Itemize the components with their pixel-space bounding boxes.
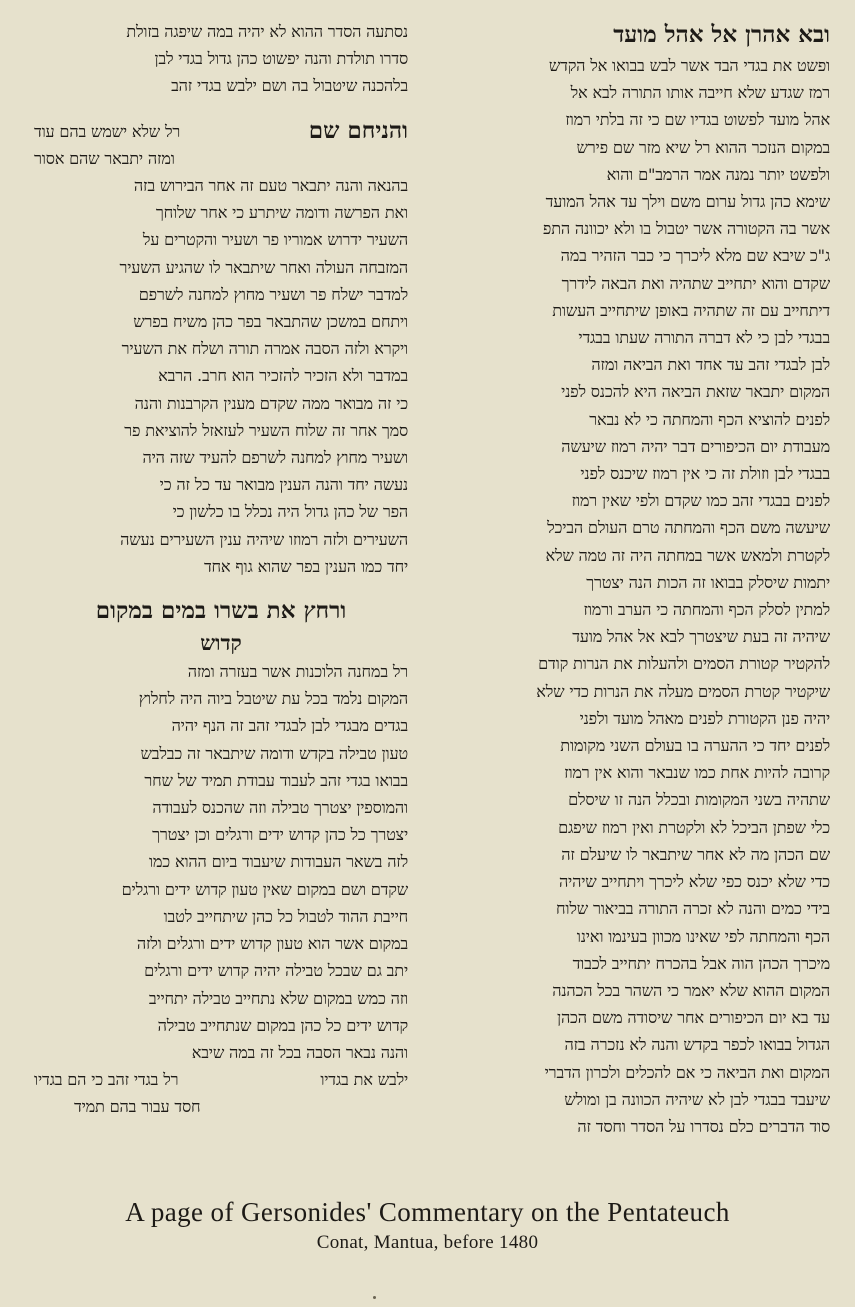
right-line: ופשט את בגדי הבד אשר לבש בבואו אל הקדש (548, 56, 830, 75)
right-line: שיעבד בבגדי לבן לא שיהיה הכוונה בן ומולש (564, 1089, 830, 1109)
right-line: רמז שגדע שלא חייבה אותו התורה לבא אל (570, 83, 830, 103)
right-line: לפנים בבגדי זהב כמו שקדם ולפי שאין רמוז (571, 491, 830, 511)
section-gap (34, 580, 408, 594)
right-line: ג"כ שיבא שם מלא ליכרך כי כבר הזהיר במה (560, 246, 830, 266)
right-line: אהל מועד לפשוט בגדיו שם כי זה בלתי רמוז (565, 110, 830, 130)
split-line-left: רל בגדי זהב כי הם בגדיו (34, 1070, 179, 1090)
section1-side-line: ומזה יתבאר שהם אסור (34, 148, 175, 168)
right-line: שקדם והוא יתחייב שתהיה ואת הבאה לידרך (561, 273, 830, 293)
right-line: למתין לסלק הכף והמחתה כי הערב ורמוז (583, 600, 830, 620)
section2-line: חייבת ההוד לטבול כל כהן שיתחייב לטבו (163, 906, 408, 926)
section1-line: נעשה יחד והנה הענין מבואר עד כל זה כי (159, 475, 408, 495)
right-line: בידי כמים והנה לא זכרה התורה בביאור שלוח (556, 899, 830, 919)
right-line: ולפשט יותר נמנה אמר הרמב"ם והוא (606, 164, 830, 184)
right-line: שיקטיר קטרת הסמים מעלה את הנרות כדי שלא (536, 681, 830, 701)
right-line: עד בא יום הכיפורים אחר שיסודה משם הכהן (557, 1008, 830, 1028)
right-line: המקום ואת הביאה כי אם להכלים ולכרון הדברי (544, 1062, 830, 1082)
section1-line: הפר של כהן גדול היה נכלל בו כלשון כי (172, 502, 408, 522)
right-line: אשר בה הקטורה אשר יטבול בו ולא יכוונה התפ (542, 219, 830, 239)
right-line: שיעשה משם הכף והמחתה טרם העולם הביכל (547, 518, 830, 538)
section1-line: סמך אחר זה שלוח השעיר לעזאזל להוציאת פר (124, 420, 408, 440)
section-gap (34, 100, 408, 114)
section1-line: ושעיר מחוץ למחנה לשרפם להעיד שזה היה (142, 448, 408, 468)
right-line: להקטיר קטורת הסמים ולהעלות את הנרות קודם (538, 654, 830, 674)
section2-split-line (34, 1066, 408, 1093)
section2-line: בבואו בגדי זהב לעבוד עבודת תמיד של שחר (144, 770, 408, 790)
right-line: מיכרך הכהן הוה אבל בהכרח יתחייב לכבוד (572, 953, 830, 973)
page-fleck (373, 1296, 376, 1299)
caption-title: A page of Gersonides' Commentary on the Pentateuch (125, 1197, 730, 1227)
section1-line: השעירים ולזה רמוזו שיהיה ענין השעירים נעשה (120, 529, 408, 549)
section2-line: חסד עבור בהם תמיד (74, 1097, 201, 1117)
section1-heading: והניחם שם (308, 116, 408, 144)
right-line: יתמות שיסלק בבואו זה הכות הנה יצטרך (586, 572, 830, 592)
left-top-line: סדרו תולדת והנה יפשוט כהן גדול בגדי לבן (154, 49, 408, 69)
section2-line: יתב גם שבכל טבילה יהיה קדוש ידים ורגלים (144, 961, 408, 981)
section1-line: בהנאה והנה יתבאר טעם זה אחר הבירוש בזה (133, 176, 408, 196)
right-line: בבגדי לבן וזולת זה כי אין רמוז שיכנס לפני (580, 464, 830, 484)
section2-line: רל במחנה הלוכנות אשר בעזרה ומזה (187, 662, 408, 682)
right-line: שימא כהן גדול ערום משם וילך עד אהל המועד (545, 192, 830, 212)
section1-header (34, 114, 408, 172)
section1-line: ויתחם במשכן שהתבאר בפר כהן משיח בפרש (133, 312, 408, 332)
right-line: מעבודת יום הכיפורים דבר יהיה רמוז שיעשה (561, 436, 830, 456)
section1-line: כי זה מבואר ממה שקדם מענין הקרבנות והנה (134, 393, 408, 413)
section1-side-line: רל שלא ישמש בהם עוד (34, 121, 181, 141)
section2-line: שקדם ושם במקום שאין טעון קדוש ידים ורגלים (121, 879, 408, 899)
left-column (34, 18, 408, 1121)
section1-line: השעיר ידרוש אמוריו פר ושעיר והקטרים על (142, 230, 408, 250)
section2-line: והנה נבאר הסבה בכל זה במה שיבא (191, 1042, 408, 1062)
right-line: הכף והמחתה לפי שאינו מכוון בעינמו ואינו (576, 926, 830, 946)
section1-line: יחד כמו הענין בפר שהוא גוף אחד (203, 556, 408, 576)
section1-line: ואת הפרשה ודומה שיתרע כי אחר שלוחך (155, 203, 408, 223)
section2-line: יצטרך כל כהן קדוש ידים ורגלים וכן יצטרך (152, 825, 408, 845)
right-line: שתהיה בשני המקומות ובכלל הנה זו שיסלם (568, 790, 830, 810)
right-line: סוד הדברים כלם נסדרו על הסדר וחסד זה (577, 1116, 830, 1136)
right-line: שיהיה זה בעת שיצטרך לבא אל אהל מועד (572, 627, 830, 647)
section2-line: וזה כמש במקום שלא נתחייב טבילה יתחייב (148, 988, 408, 1008)
right-line: לפנים יחד כי ההערה בו בעולם השני מקומות (560, 736, 830, 756)
right-line: קרובה להיות אחת כמו שנבאר והוא אין רמוז (564, 763, 830, 783)
right-line: דיתחייב עם זה שתהיה באופן שיתחייב העשות (552, 300, 830, 320)
left-top-line: בלהכנה שיטבול בה ושם ילבש בגדי זהב (171, 76, 408, 96)
right-line: הגדול בבואו לכפר בקדש והנה לא נזכרה בזה (564, 1035, 830, 1055)
left-top-line: נסתעה הסדר ההוא לא יהיה במה שיפגה בזולת (126, 22, 408, 41)
right-line: לבן לבגדי זהב עד אחד ואת הביאה ומזה (591, 355, 830, 375)
right-line: לקטרת ולמאש אשר במחתה היה זה טמה שלא (545, 545, 830, 565)
right-column (428, 18, 830, 1140)
split-line-right: ילבש את בגדיו (320, 1070, 408, 1090)
caption-subtitle: Conat, Mantua, before 1480 (316, 1232, 539, 1253)
section1-side-notes (34, 114, 288, 172)
section2-line: המקום נלמד בכל עת שיטבל ביוה היה לחלוץ (138, 689, 408, 709)
right-column-heading: ובא אהרן אל אהל מועד (613, 21, 830, 48)
section1-line: במדבר ולא הזכיר להזכיר הוא חרב. הרבא (158, 366, 408, 386)
right-line: שם הכהן מה לא אחר שיתבאר לו שיעלם זה (561, 844, 830, 864)
right-line: כלי שפתן הביכל לא ולקטרת ואין רמוז שיפגם (558, 817, 830, 837)
section2-heading: ורחץ את בשרו במים במקום (95, 597, 347, 625)
right-line: המקום יתבאר שזאת הביאה היא להכנס לפני (561, 382, 830, 402)
section2-line: והמוספין יצטרך טבילה וזה שהכנס לעבודה (152, 798, 408, 818)
right-line: המקום ההוא שלא יאמר כי השהר בכל הכהנה (552, 980, 830, 1000)
section1-line: ויקרא ולזה הסבה אמרה תורה ושלח את השעיר (121, 339, 408, 359)
section2-line: במקום אשר הוא טעון קדוש ידים ורגלים ולזה (136, 934, 408, 954)
right-line: כדי שלא יכנס כפי שלא ליכרך ויתחייב שיהיה (558, 872, 830, 892)
right-line: יהיה פנן הקטורת לפנים מאהל מועד ולפני (579, 708, 830, 728)
right-line: במקום הנזכר ההוא רל שיא מזר שם פירש (576, 137, 830, 157)
section2-line: לזה בשאר העבודות שיעבוד ביום ההוא כמו (148, 852, 408, 872)
section1-line: המזבחה העולה ואחר שיתבאר לו שהגיע השעיר (119, 257, 408, 277)
section2-line: קדוש ידים כל כהן במקום שנתחייב טבילה (157, 1015, 408, 1035)
right-line: בבגדי לבן כי לא דברה התורה שעתו בבגדי (578, 328, 830, 348)
section2-subheading: קדוש (200, 630, 242, 656)
right-line: לפנים להוציא הכף והמחתה כי לא נבאר (589, 409, 830, 429)
section2-line: בגדים מבגדי לבן לבגדי זהב זה הנף יהיה (171, 716, 408, 736)
section1-line: למדבר ישלח פר ושעיר מחוץ למחנה לשרפם (138, 284, 408, 304)
section2-line: טעון טבילה בקדש ודומה שיתבאר זה כבלבש (140, 743, 408, 763)
